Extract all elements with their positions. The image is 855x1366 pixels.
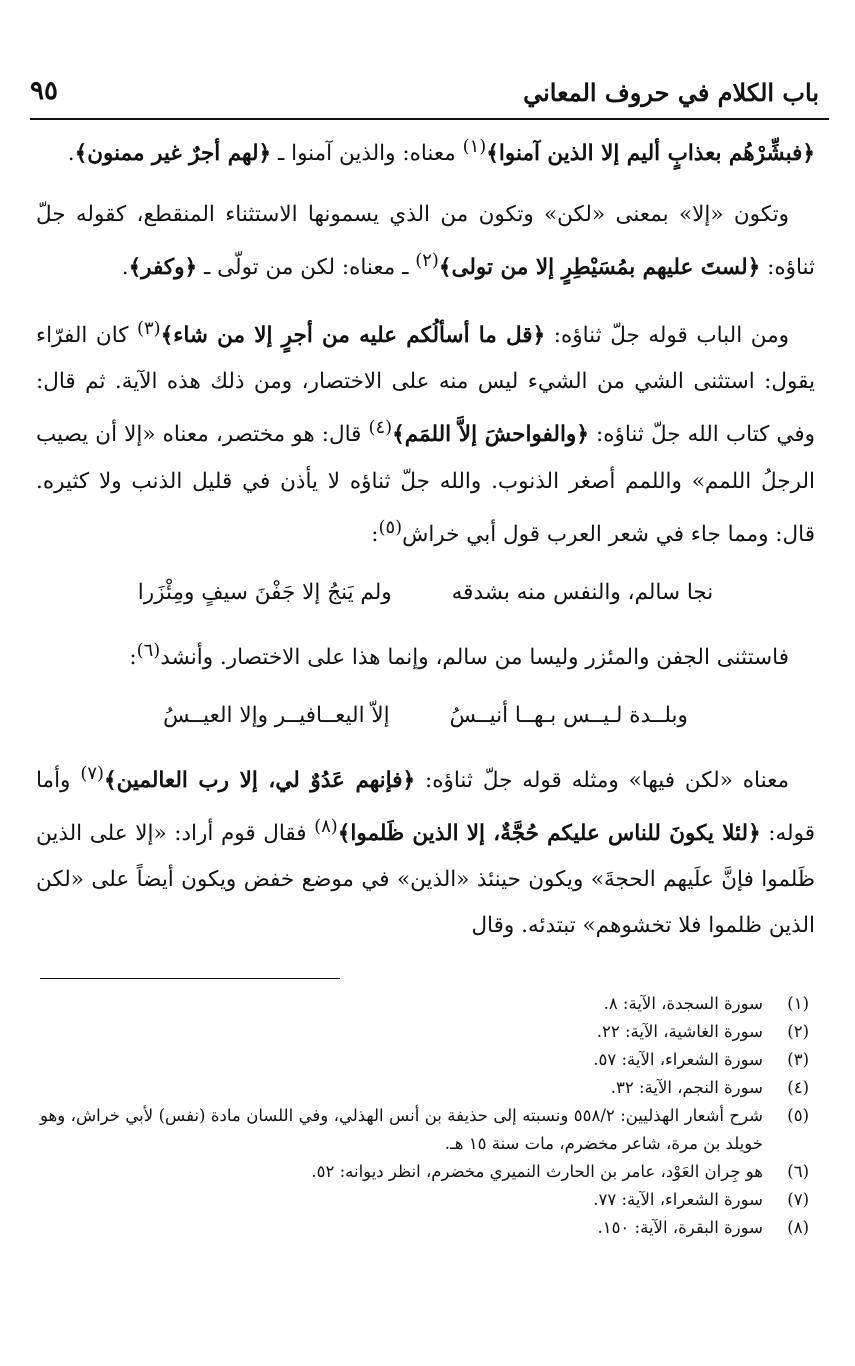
- quran-quote: ﴿وكفر﴾: [128, 255, 198, 281]
- quran-quote: ﴿لستَ عليهم بمُسَيْطِرٍ إلا من تولى﴾: [438, 255, 761, 281]
- footnote: (١) سورة السجدة، الآية: ٨.: [603, 994, 809, 1013]
- paragraph-4: فاستثنى الجفن والمئزر وليسا من سالم، وإنما هذا على الاختصار. وأنشد$^{(٦)}$:: [129, 639, 789, 670]
- quran-quote: ﴿قل ما أسألُكم عليه من أجرٍ إلا من شاء﴾: [160, 323, 546, 349]
- footnote-ref[interactable]: (٣): [137, 318, 161, 340]
- paragraph-2: وتكون «إلا» بمعنى «لكن» وتكون من الذي يسمونها الاستثناء المنقطع، كقوله جلّ ثناؤه: ﴿لستَ عليهم بمُسَيْطِرٍ إلا من تولى﴾$^{(٢)}$ ـ معناه: لكن من تولّى ـ ﴿وكفر﴾.: [36, 202, 815, 281]
- paragraph-3: ومن الباب قوله جلّ ثناؤه: ﴿قل ما أسألُكم عليه من أجرٍ إلا من شاء﴾$^{(٣)}$ كان الفرّاء يقول: استثنى الشي من الشيء ليس منه على الاختصار، ومن ذلك هذه الآية. ثم قال: وفي كتاب الله جلّ ثناؤه: ﴿والفواحشَ إلاَّ اللمَم﴾$^{(٤)}$ قال: هو مختصر، معناه «إلا أن يصيب الرجلُ اللمم» واللمم أصغر الذنوب. والله جلّ ثناؤه لا يأذن في قليل الذنب ولا كثيره. قال: ومما جاء في شعر العرب قول أبي خراش$^{(٥)}$:: [36, 318, 815, 547]
- footnote-ref[interactable]: (٦): [136, 639, 161, 661]
- poem-verse-1: [36, 570, 815, 616]
- footnotes: [40, 990, 809, 1242]
- verse-second-hemistich: إلاّ اليعــافيــر وإلا العيــسُ: [163, 702, 390, 728]
- footnote-ref[interactable]: (٤): [368, 417, 393, 439]
- page-header: [30, 78, 819, 116]
- main-text: [36, 124, 815, 949]
- verse-second-hemistich: ولم يَنجُ إلا جَفْنَ سيفٍ ومِئْزَرا: [137, 579, 392, 605]
- quran-quote: ﴿فبشِّرْهُم بعذابٍ أليم إلا الذين آمنوا﴾: [486, 141, 815, 167]
- quran-quote: ﴿لئلا يكونَ للناس عليكم حُجَّةٌ، إلا الذين ظَلموا﴾: [337, 821, 761, 847]
- footnote: (٤) سورة النجم، الآية: ٣٢.: [610, 1078, 809, 1097]
- verse-first-hemistich: نجا سالم، والنفس منه بشدقه: [451, 579, 714, 605]
- verse-first-hemistich: وبلــدة لـيــس بـهــا أنيــسُ: [449, 702, 688, 728]
- footnote: (٦) هو جِران العَوْد، عامر بن الحارث النميري مخضرم، انظر ديوانه: ٥٢.: [311, 1162, 809, 1181]
- quran-quote: ﴿فإنهم عَدُوٌ لي، إلا رب العالمين﴾: [103, 768, 416, 794]
- footnote-separator: [40, 978, 340, 979]
- footnote: (٣) سورة الشعراء، الآية: ٥٧.: [593, 1050, 809, 1069]
- footnote-ref[interactable]: (٧): [80, 762, 104, 784]
- footnote-ref[interactable]: (٨): [314, 816, 338, 838]
- header-rule: [30, 118, 829, 120]
- footnote: (٥) شرح أشعار الهذليين: ٥٥٨/٢ ونسبته إلى حذيفة بن أنس الهذلي، وفي اللسان مادة (نفس) لأبي خراش، وهو خويلد بن مرة، شاعر مخضرم، مات سنة ١٥ هـ.: [40, 1106, 809, 1153]
- poem-verse-2: [36, 693, 815, 739]
- footnote-ref[interactable]: (٥): [378, 516, 403, 538]
- paragraph-1: ﴿فبشِّرْهُم بعذابٍ أليم إلا الذين آمنوا﴾$^{(١)}$ معناه: والذين آمنوا ـ ﴿لهم أجرٌ غير ممنون﴾.: [67, 136, 815, 167]
- quran-quote: ﴿لهم أجرٌ غير ممنون﴾: [74, 141, 272, 167]
- quran-quote: ﴿والفواحشَ إلاَّ اللمَم﴾: [392, 422, 589, 448]
- page-number: ٩٥: [30, 76, 58, 106]
- footnote-ref[interactable]: (٢): [415, 250, 439, 272]
- chapter-title: باب الكلام في حروف المعاني: [523, 78, 819, 107]
- paragraph-5: معناه «لكن فيها» ومثله قوله جلّ ثناؤه: ﴿فإنهم عَدُوٌ لي، إلا رب العالمين﴾$^{(٧)}$ وأما قوله: ﴿لئلا يكونَ للناس عليكم حُجَّةٌ، إلا الذين ظَلموا﴾$^{(٨)}$ فقال قوم أراد: «إلا على الذين ظَلموا فإنَّ علَيهم الحجةَ» ويكون حينئذ «الذين» في موضع خفض ويكون أيضاً على «لكن الذين ظلموا فلا تخشوهم» تبتدئه. وقال: [36, 762, 815, 939]
- footnote-ref[interactable]: (١): [462, 136, 487, 157]
- footnote: (٧) سورة الشعراء، الآية: ٧٧.: [593, 1190, 809, 1209]
- footnote: (٢) سورة الغاشية، الآية: ٢٢.: [596, 1022, 809, 1041]
- footnote: (٨) سورة البقرة، الآية: ١٥٠.: [597, 1218, 809, 1237]
